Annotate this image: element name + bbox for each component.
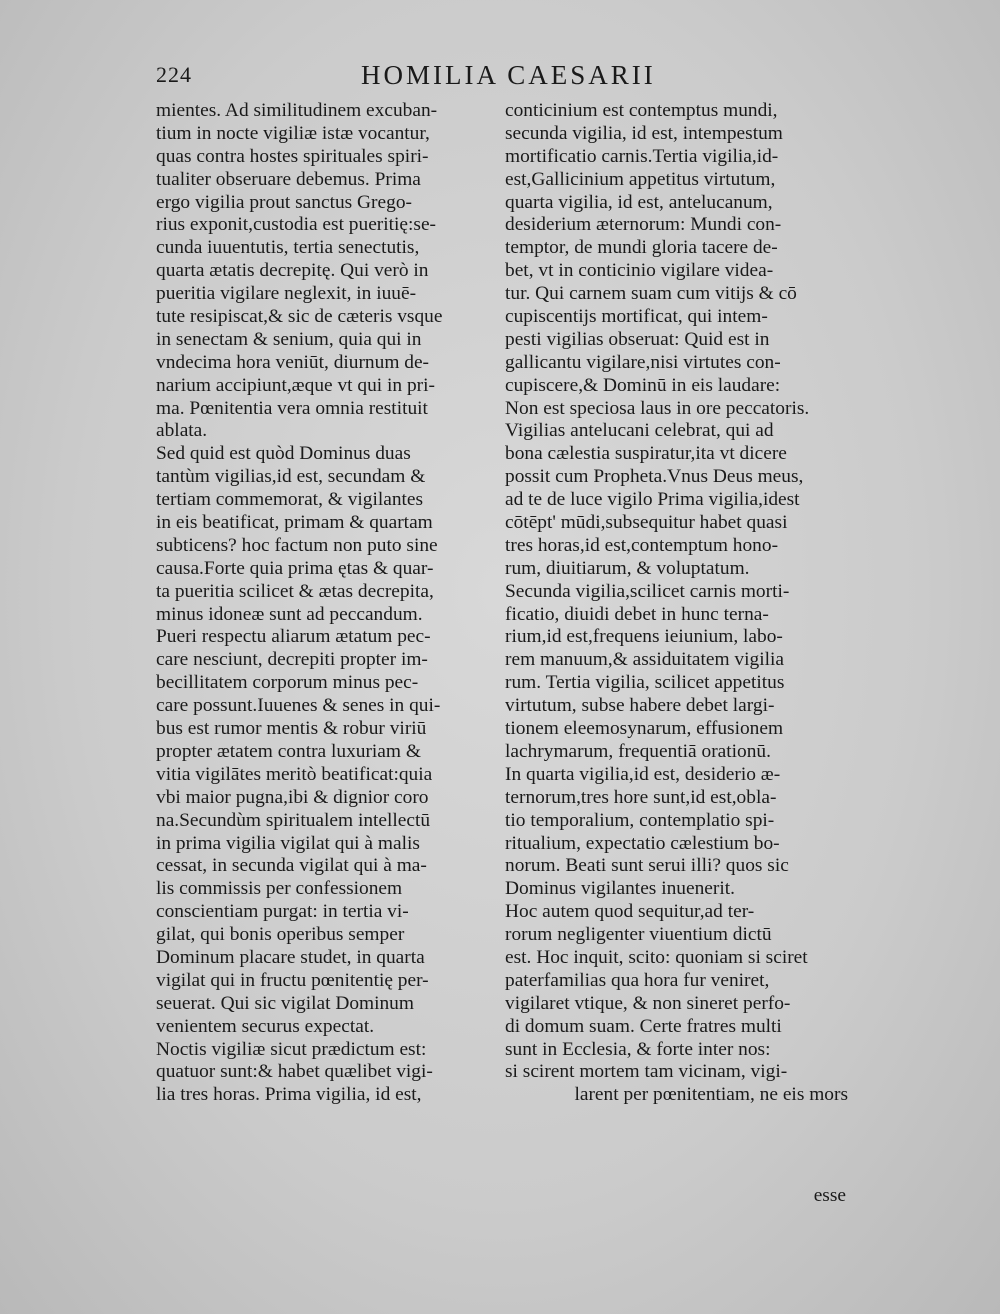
text-line: In quarta vigilia,id est, desiderio æ- <box>505 763 781 785</box>
text-line: rum, diuitiarum, & voluptatum. <box>505 557 750 579</box>
text-line: minus idoneæ sunt ad peccandum. <box>156 603 423 625</box>
text-line: sunt in Ecclesia, & forte inter nos: <box>505 1038 771 1060</box>
text-line: conticinium est contemptus mundi, <box>505 100 778 121</box>
left-text-column <box>156 100 496 1107</box>
text-line: ta pueritia scilicet & ætas decrepita, <box>156 580 434 602</box>
text-line: virtutum, subse habere debet largi- <box>505 695 775 717</box>
text-line: bus est rumor mentis & robur viriū <box>156 718 427 740</box>
text-line: mientes. Ad similitudinem excuban- <box>156 100 438 121</box>
text-line: cōtēpt' mūdi,subsequitur habet quasi <box>505 512 788 534</box>
text-line: in prima vigilia vigilat qui à malis <box>156 832 420 854</box>
text-line: venientem securus expectat. <box>156 1015 375 1037</box>
text-line: vigilat qui in fructu pœnitentię per- <box>156 969 429 991</box>
text-line: tertiam commemorat, & vigilantes <box>156 489 424 511</box>
text-line: Secunda vigilia,scilicet carnis morti- <box>505 580 790 602</box>
text-line: larent per pœnitentiam, ne eis mors <box>574 1084 848 1106</box>
text-line: pueritia vigilare neglexit, in iuuē- <box>156 283 417 305</box>
text-line: tres horas,id est,contemptum hono- <box>505 534 779 556</box>
text-line: tionem eleemosynarum, effusionem <box>505 718 784 740</box>
text-line: cessat, in secunda vigilat qui à ma- <box>156 855 427 877</box>
text-line: ritualium, expectatio cælestium bo- <box>505 832 780 854</box>
text-line: tantùm vigilias,id est, secundam & <box>156 466 426 488</box>
text-line: rius exponit,custodia est pueritię:se- <box>156 214 437 236</box>
text-line: causa.Forte quia prima ętas & quar- <box>156 557 434 579</box>
text-line: ficatio, diuidi debet in hunc terna- <box>505 603 769 625</box>
text-line: subticens? hoc factum non puto sine <box>156 534 438 556</box>
text-line: cunda iuuentutis, tertia senectutis, <box>156 237 420 259</box>
page-number: 224 <box>156 62 192 87</box>
text-line: propter ætatem contra luxuriam & <box>156 740 421 762</box>
text-line: pesti vigilias obseruat: Quid est in <box>505 328 770 350</box>
text-line: si scirent mortem tam vicinam, vigi- <box>505 1061 788 1083</box>
text-line: di domum suam. Certe fratres multi <box>505 1015 782 1037</box>
text-line: in eis beatificat, primam & quartam <box>156 512 433 534</box>
text-line: est,Gallicinium appetitus virtutum, <box>505 168 776 190</box>
right-text-column <box>505 100 848 1107</box>
text-line: ma. Pœnitentia vera omnia restituit <box>156 397 428 419</box>
text-line: mortificatio carnis.Tertia vigilia,id- <box>505 145 779 167</box>
text-line: ad te de luce vigilo Prima vigilia,idest <box>505 489 800 511</box>
running-title: HOMILIA CAESARII <box>361 60 656 90</box>
text-line: tualiter obseruare debemus. Prima <box>156 168 421 190</box>
text-line: rorum negligenter viuentium dictū <box>505 924 772 946</box>
text-line: cupiscere,& Dominū in eis laudare: <box>505 374 781 396</box>
text-line: est. Hoc inquit, scito: quoniam si sciret <box>505 946 808 968</box>
text-line: vndecima hora veniūt, diurnum de- <box>156 351 430 373</box>
text-line: ternorum,tres hore sunt,id est,obla- <box>505 786 777 808</box>
text-line: tium in nocte vigiliæ istæ vocantur, <box>156 122 430 144</box>
text-line: Sed quid est quòd Dominus duas <box>156 443 411 465</box>
text-line: gallicantu vigilare,nisi virtutes con- <box>505 351 781 373</box>
text-line: possit cum Propheta.Vnus Deus meus, <box>505 466 804 488</box>
text-line: care nesciunt, decrepiti propter im- <box>156 649 428 671</box>
catchword: esse <box>813 1185 846 1206</box>
text-line: vigilaret vtique, & non sineret perfo- <box>505 992 791 1014</box>
text-line: desiderium æternorum: Mundi con- <box>505 214 782 236</box>
text-line: bona cælestia suspiratur,ita vt dicere <box>505 443 787 465</box>
text-line: rem manuum,& assiduitatem vigilia <box>505 649 784 671</box>
text-line: quatuor sunt:& habet quælibet vigi- <box>156 1061 433 1083</box>
text-line: conscientiam purgat: in tertia vi- <box>156 901 409 923</box>
text-line: quas contra hostes spirituales spiri- <box>156 145 429 167</box>
text-line: temptor, de mundi gloria tacere de- <box>505 237 778 259</box>
text-line: tio temporalium, contemplatio spi- <box>505 809 775 831</box>
text-line: lis commissis per confessionem <box>156 878 403 900</box>
text-line: rium,id est,frequens ieiunium, labo- <box>505 626 783 648</box>
text-line: gilat, qui bonis operibus semper <box>156 924 405 946</box>
text-line: Noctis vigiliæ sicut prædictum est: <box>156 1038 427 1060</box>
page-header <box>156 62 846 96</box>
text-line: cupiscentijs mortificat, qui intem- <box>505 306 768 328</box>
text-line: ablata. <box>156 420 208 442</box>
text-line: seuerat. Qui sic vigilat Dominum <box>156 992 414 1014</box>
text-line: rum. Tertia vigilia, scilicet appetitus <box>505 672 785 694</box>
text-line: tur. Qui carnem suam cum vitijs & cō <box>505 283 797 305</box>
text-line: Dominus vigilantes inuenerit. <box>505 878 735 900</box>
text-line: Vigilias antelucani celebrat, qui ad <box>505 420 774 442</box>
text-line: tute resipiscat,& sic de cæteris vsque <box>156 306 443 328</box>
text-line: na.Secundùm spiritualem intellectū <box>156 809 431 831</box>
text-line: vitia vigilātes meritò beatificat:quia <box>156 763 433 785</box>
text-line: becillitatem corporum minus pec- <box>156 672 419 694</box>
text-line: ergo vigilia prout sanctus Grego- <box>156 191 412 213</box>
text-line: narium accipiunt,æque vt qui in pri- <box>156 374 435 396</box>
text-line: bet, vt in conticinio vigilare videa- <box>505 260 774 282</box>
text-line: Pueri respectu aliarum ætatum pec- <box>156 626 431 648</box>
text-line: in senectam & senium, quia qui in <box>156 328 422 350</box>
text-line: lia tres horas. Prima vigilia, id est, <box>156 1084 422 1106</box>
text-line: Hoc autem quod sequitur,ad ter- <box>505 901 755 923</box>
text-line: quarta ætatis decrepitę. Qui verò in <box>156 260 429 282</box>
text-line: Non est speciosa laus in ore peccatoris. <box>505 397 810 419</box>
text-line: norum. Beati sunt serui illi? quos sic <box>505 855 789 877</box>
text-line: quarta vigilia, id est, antelucanum, <box>505 191 773 213</box>
text-line: care possunt.Iuuenes & senes in qui- <box>156 695 441 717</box>
text-line: secunda vigilia, id est, intempestum <box>505 122 783 144</box>
text-line: paterfamilias qua hora fur veniret, <box>505 969 770 991</box>
text-line: lachrymarum, frequentiā orationū. <box>505 740 771 762</box>
text-line: Dominum placare studet, in quarta <box>156 946 425 968</box>
text-line: vbi maior pugna,ibi & dignior coro <box>156 786 429 808</box>
